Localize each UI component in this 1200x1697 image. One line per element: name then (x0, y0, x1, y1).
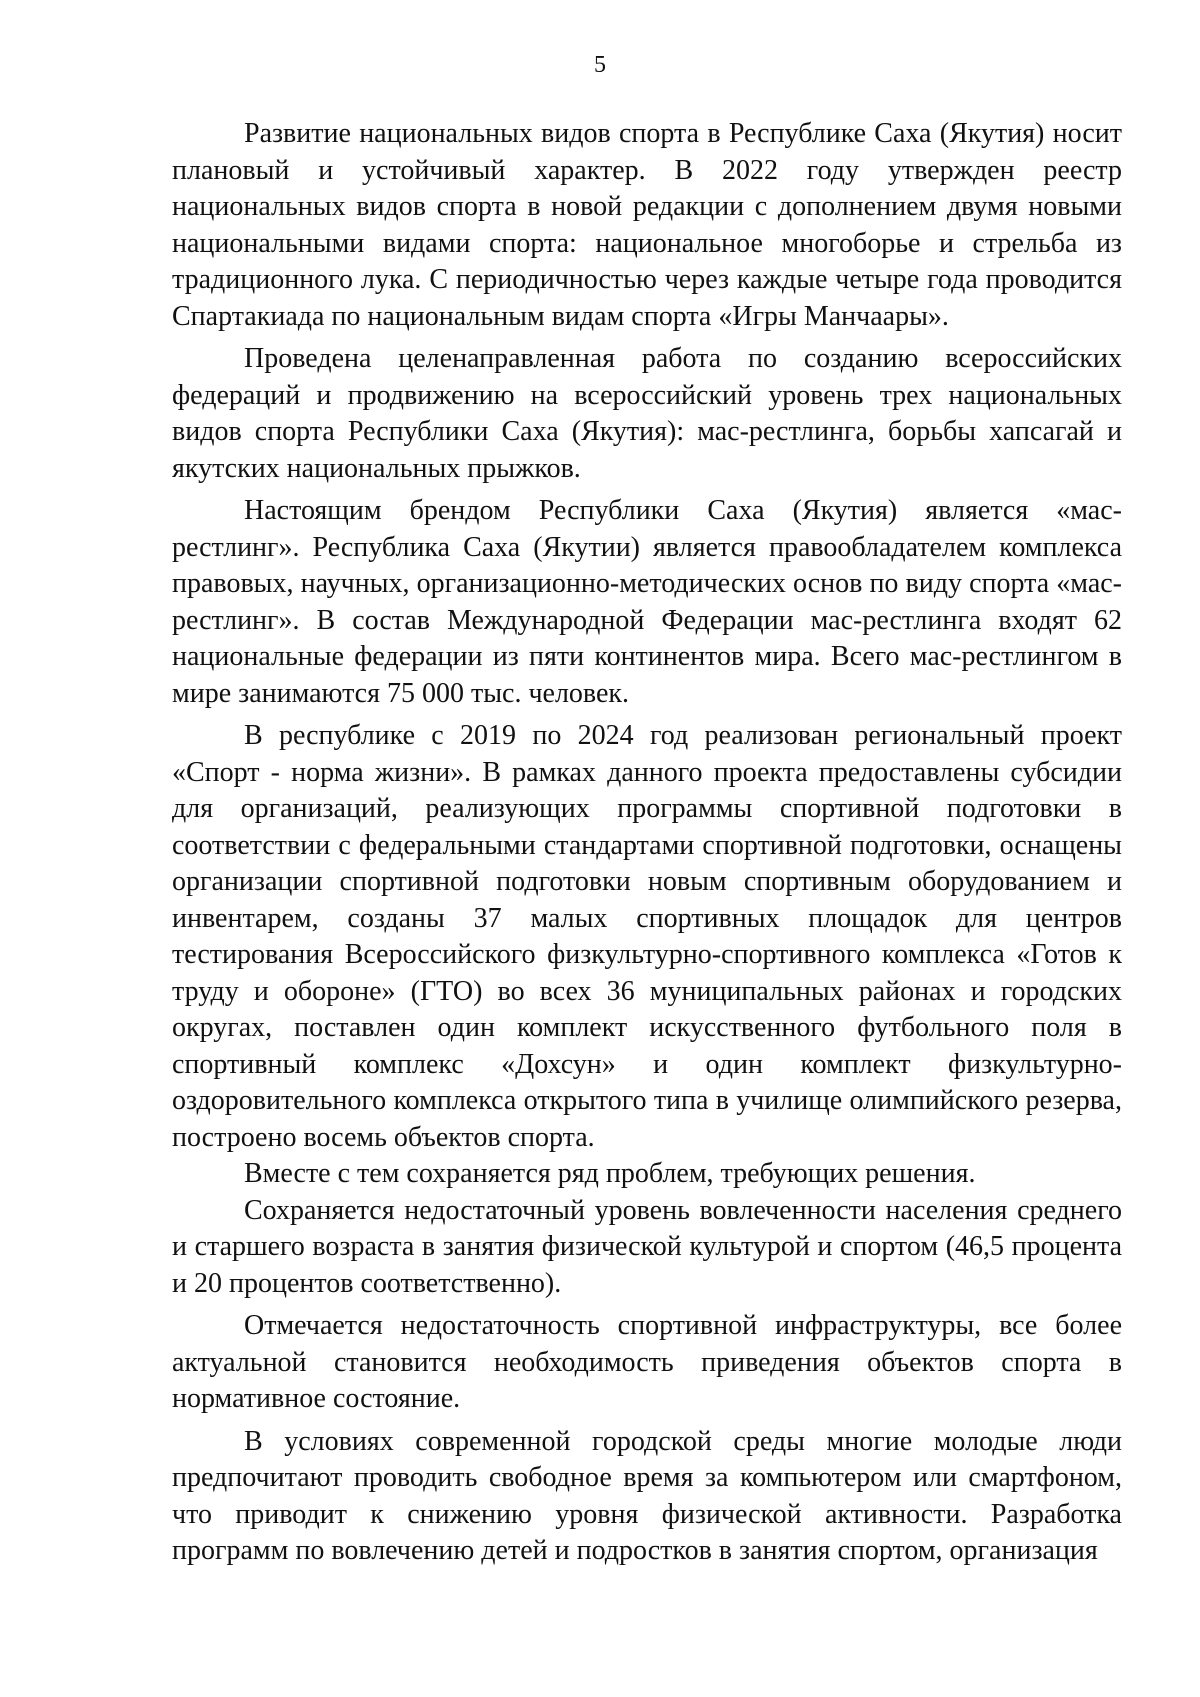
paragraph-regional-project: В республике с 2019 по 2024 год реализован региональный проект «Спорт - норма жизни». В рамках данного проекта предоставлены субсидии для организаций, реализующих программы спортивной подготовки в соответствии с федеральными стандартами спортивной подготовки, оснащены организации спортивной подготовки новым спортивным оборудованием и инвентарем, созданы 37 малых спортивных площадок для центров тестирования Всероссийского физкультурно-спортивного комплекса «Готов к труду и обороне» (ГТО) во всех 36 муниципальных районах и городских округах, поставлен один комплект искусственного футбольного поля в спортивный комплекс «Дохсун» и один комплект физкультурно-оздоровительного комплекса открытого типа в училище олимпийского резерва, построено восемь объектов спорта. (172, 720, 1122, 1153)
paragraph-youth-activity: В условиях современной городской среды многие молодые люди предпочитают проводить свободное время за компьютером или смартфоном, что приводит к снижению уровня физической активности. Разработка программ по вовлечению детей и подростков в занятия спортом, организация (172, 1425, 1122, 1566)
paragraph-mas-wrestling: Настоящим брендом Республики Саха (Якутия) является «мас-рестлинг». Республика Саха (Якутии) является правообладателем комплекса правовых, научных, организационно-методических основ по виду спорта «мас-рестлинг». В состав Международной Федерации мас-рестлинга входят 62 национальные федерации из пяти континентов мира. Всего мас-рестлингом в мире занимаются 75 000 тыс. человек. (172, 495, 1122, 709)
paragraph-infrastructure: Отмечается недостаточность спортивной инфраструктуры, все более актуальной становится необходимость приведения объектов спорта в нормативное состояние. (172, 1310, 1122, 1414)
paragraph-federations: Проведена целенаправленная работа по созданию всероссийских федераций и продвижению на всероссийский уровень трех национальных видов спорта Республики Саха (Якутия): мас-рестлинга, борьбы хапсагай и якутских национальных прыжков. (172, 343, 1122, 484)
paragraph-involvement: Сохраняется недостаточный уровень вовлеченности населения среднего и старшего возраста в занятия физической культурой и спортом (46,5 процента и 20 процентов соответственно). (172, 1194, 1122, 1299)
paragraph-national-sports: Развитие национальных видов спорта в Республике Саха (Якутия) носит плановый и устойчивый характер. В 2022 году утвержден реестр национальных видов спорта в новой редакции с дополнением двумя новыми национальными видами спорта: национальное многоборье и стрельба из традиционного лука. С периодичностью через каждые четыре года проводится Спартакиада по национальным видам спорта «Игры Манчаары». (172, 118, 1122, 332)
document-body (172, 116, 1122, 1576)
paragraph-problems-intro: Вместе с тем сохраняется ряд проблем, требующих решения. (244, 1158, 976, 1189)
page-number: 5 (594, 52, 606, 78)
